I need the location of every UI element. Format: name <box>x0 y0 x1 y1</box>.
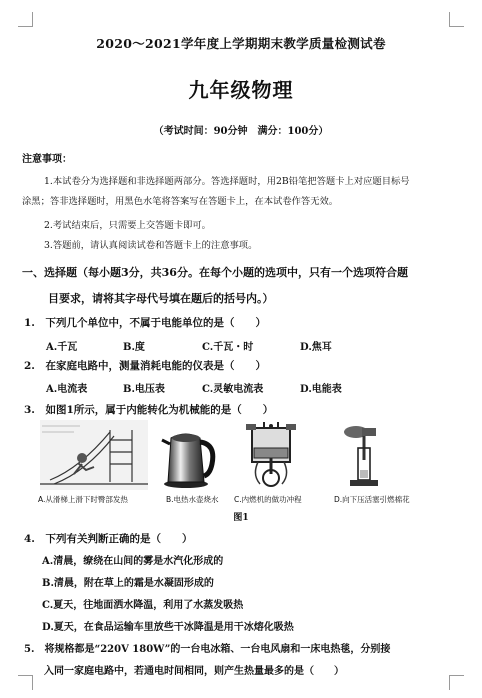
q1-option-b: B.度 <box>123 342 145 353</box>
q2-option-c: C.灵敏电流表 <box>202 384 264 395</box>
engine-cylinder-illustration <box>240 420 302 490</box>
notice-title: 注意事项： <box>22 154 72 165</box>
question-5-cont: 入同一家庭电路中，若通电时间相同，则产生热量最多的是（ ） <box>44 666 344 677</box>
exam-header: 2020～2021学年度上学期期末教学质量检测试卷 <box>96 36 386 51</box>
question-4: 4. 下列有关判断正确的是（ ） <box>24 533 193 545</box>
crop-mark-bottom-right <box>449 675 464 690</box>
crop-mark-bottom-left <box>18 675 33 690</box>
electric-kettle-illustration <box>160 420 216 490</box>
crop-mark-top-right <box>449 12 464 27</box>
page-title: 九年级物理 <box>188 78 294 102</box>
q2-option-b: B.电压表 <box>123 384 165 395</box>
question-3: 3. 如图1所示，属于内能转化为机械能的是（ ） <box>24 404 274 416</box>
crop-mark-top-left <box>18 12 33 27</box>
fire-piston-illustration <box>340 420 388 490</box>
q1-option-c: C.千瓦・时 <box>202 342 254 353</box>
notice-1-cont: 涂黑；答非选择题时，用黑色水笔将答案写在答题卡上，在本试卷作答无效。 <box>22 196 339 207</box>
question-2: 2. 在家庭电路中，测量消耗电能的仪表是（ ） <box>24 360 266 372</box>
figure-label: 图1 <box>233 513 249 523</box>
slide-illustration <box>40 420 148 490</box>
section-heading-cont: 目要求，请将其字母代号填在题后的括号内。） <box>48 292 274 305</box>
caption-c: C.内燃机的做功冲程 <box>234 495 302 504</box>
q4-option-c: C.夏天，往地面洒水降温，利用了水蒸发吸热 <box>42 600 244 611</box>
q1-option-a: A.千瓦 <box>46 342 78 353</box>
notice-2: 2.考试结束后，只需要上交答题卡即可。 <box>44 220 211 231</box>
exam-meta: （考试时间：90分钟 满分：100分） <box>153 126 329 137</box>
notice-1: 1.本试卷分为选择题和非选择题两部分。答选择题时，用2B铅笔把答题卡上对应题目标号 <box>44 176 410 187</box>
notice-3: 3.答题前，请认真阅读试卷和答题卡上的注意事项。 <box>44 240 258 251</box>
question-1: 1. 下列几个单位中，不属于电能单位的是（ ） <box>24 317 266 329</box>
caption-d: D.向下压活塞引燃棉花 <box>334 495 410 504</box>
caption-a: A.从滑梯上滑下时臀部发热 <box>38 495 128 504</box>
section-heading: 一、选择题（每小题3分，共36分。在每个小题的选项中，只有一个选项符合题 <box>22 266 408 279</box>
caption-b: B.电热水壶烧水 <box>166 495 219 504</box>
q2-option-d: D.电能表 <box>300 384 342 395</box>
q4-option-a: A.清晨，缭绕在山间的雾是水汽化形成的 <box>42 556 224 567</box>
question-5: 5. 将规格都是“220V 180W”的一台电冰箱、一台电风扇和一床电热毯，分别接 <box>24 644 391 655</box>
q4-option-b: B.清晨，附在草上的霜是水凝固形成的 <box>42 578 214 589</box>
q1-option-d: D.焦耳 <box>300 342 332 353</box>
q4-option-d: D.夏天，在食品运输车里放些干冰降温是用干冰熔化吸热 <box>42 622 294 633</box>
q2-option-a: A.电流表 <box>46 384 88 395</box>
